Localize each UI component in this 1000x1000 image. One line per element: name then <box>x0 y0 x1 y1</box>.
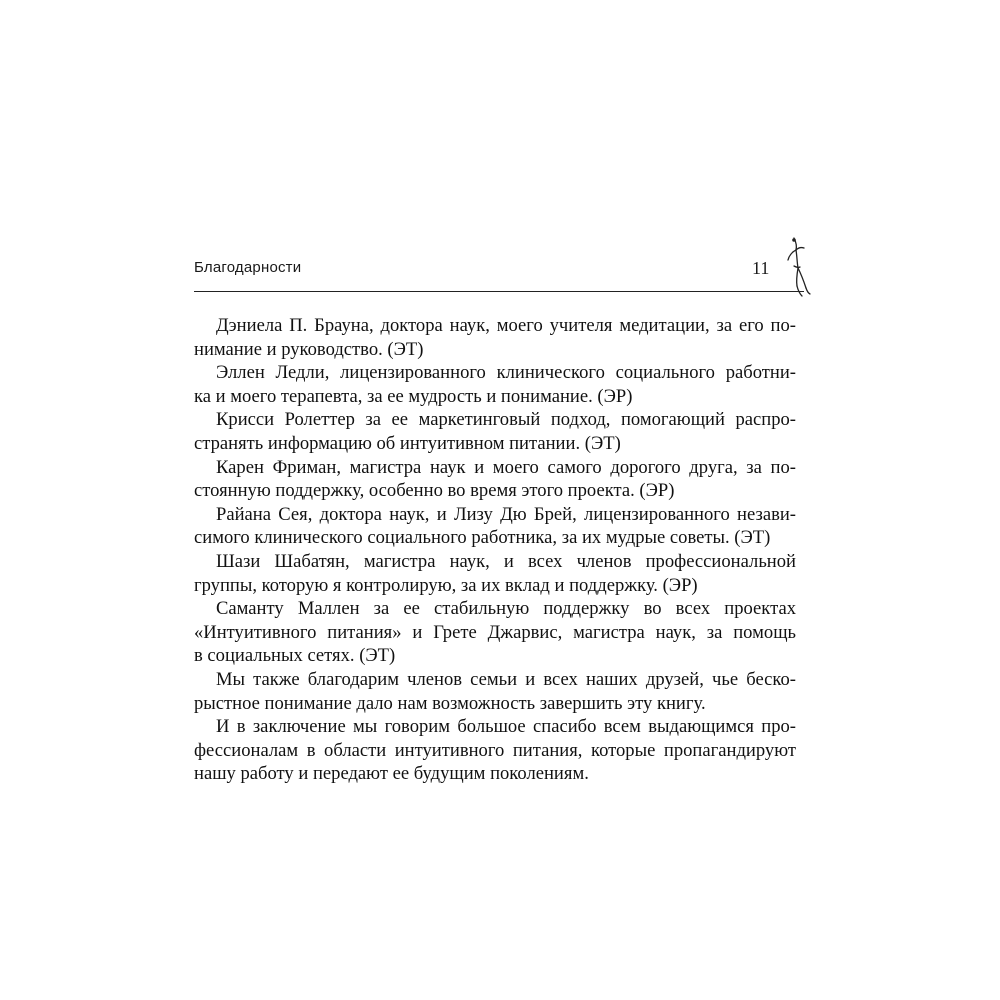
paragraph <box>194 715 796 786</box>
acknowledgements-body <box>194 314 796 786</box>
text-line: в социальных сетях. (ЭТ) <box>194 645 396 667</box>
text-line: Мы также благодарим членов семьи и всех наших друзей, чье беско- <box>216 668 796 690</box>
paragraph <box>194 456 796 503</box>
text-line: нимание и руководство. (ЭТ) <box>194 338 424 360</box>
text-line: Эллен Ледли, лицензированного клинического социального работни- <box>216 362 796 384</box>
paragraph <box>194 597 796 668</box>
text-line: рыстное понимание дало нам возможность завершить эту книгу. <box>194 692 706 714</box>
text-line: «Интуитивного питания» и Грете Джарвис, магистра наук, за помощь <box>194 621 796 643</box>
text-line: Саманту Маллен за ее стабильную поддержку во всех проектах <box>216 598 796 620</box>
text-line: ка и моего терапевта, за ее мудрость и понимание. (ЭР) <box>194 385 633 407</box>
text-line: И в заключение мы говорим большое спасибо всем выдающимся про- <box>216 716 796 738</box>
text-line: странять информацию об интуитивном питании. (ЭТ) <box>194 432 621 454</box>
paragraph <box>194 408 796 455</box>
text-line: группы, которую я контролирую, за их вклад и поддержку. (ЭР) <box>194 574 698 596</box>
page-number: 11 <box>752 258 770 278</box>
text-line: Карен Фриман, магистра наук и моего самого дорогого друга, за по- <box>216 456 796 478</box>
header-rule <box>194 291 804 292</box>
text-line: симого клинического социального работника, за их мудрые советы. (ЭТ) <box>194 527 771 549</box>
text-line: нашу работу и передают ее будущим поколениям. <box>194 763 589 785</box>
paragraph <box>194 361 796 408</box>
dancer-logo-icon <box>780 236 812 298</box>
running-header-title: Благодарности <box>194 259 302 276</box>
paragraph <box>194 668 796 715</box>
paragraph <box>194 503 796 550</box>
text-line: фессионалам в области интуитивного питания, которые пропагандируют <box>194 739 796 761</box>
text-line: Райана Сея, доктора наук, и Лизу Дю Брей, лицензированного незави- <box>216 503 796 525</box>
text-line: Дэниела П. Брауна, доктора наук, моего учителя медитации, за его по- <box>216 315 796 336</box>
text-line: Шази Шабатян, магистра наук, и всех членов профессиональной <box>216 550 796 572</box>
paragraph <box>194 550 796 597</box>
text-line: стоянную поддержку, особенно во время этого проекта. (ЭР) <box>194 480 675 502</box>
text-line: Крисси Ролеттер за ее маркетинговый подход, помогающий распро- <box>216 409 796 431</box>
paragraph <box>194 314 796 361</box>
